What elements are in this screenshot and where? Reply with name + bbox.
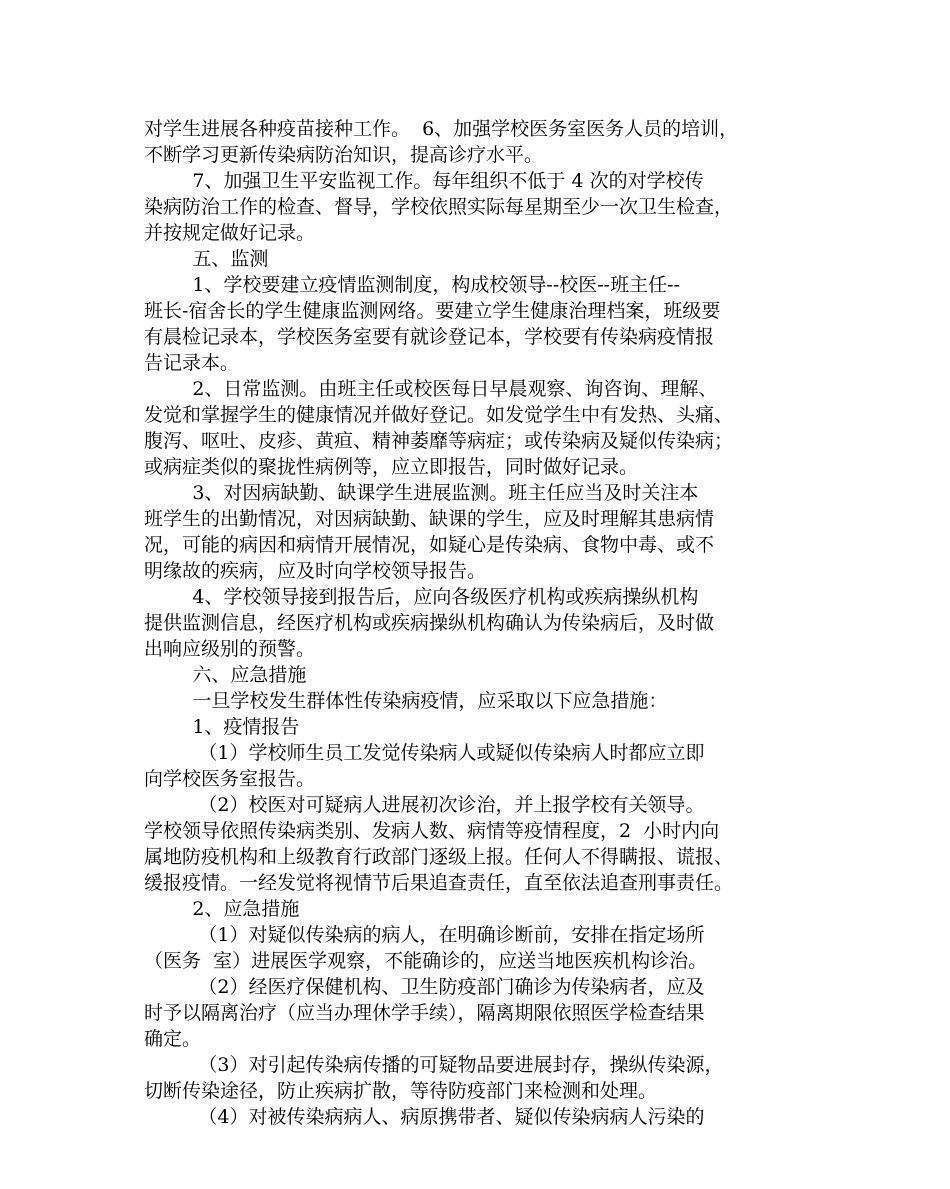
section-heading: 五、监测 (144, 248, 269, 270)
text-line: 确定。 (144, 1028, 202, 1050)
subsection-heading: 1、疫情报告 (144, 716, 300, 738)
text-line: 4、学校领导接到报告后，应向各级医疗机构或疾病操纵机构 (144, 586, 699, 608)
text-line: （1）对疑似传染病的病人，在明确诊断前，安排在指定场所 (144, 924, 705, 946)
text-line: （1）学校师生员工发觉传染病人或疑似传染病人时都应立即 (144, 742, 705, 764)
text-line: 染病防治工作的检查、督导，学校依照实际每星期至少一次卫生检查， (144, 196, 734, 218)
text-line: 告记录本。 (144, 352, 240, 374)
section-heading: 六、应急措施 (144, 664, 307, 686)
text-line: 7、加强卫生平安监视工作。每年组织不低于 4 次的对学校传 (144, 170, 704, 192)
text-line: 况，可能的病因和病情开展情况，如疑心是传染病、食物中毒、或不 (144, 534, 715, 556)
text-line: 提供监测信息，经医疗机构或疾病操纵机构确认为传染病后，及时做 (144, 612, 715, 634)
text-line: （医务 室）进展医学观察，不能确诊的，应送当地医疾机构诊治。 (144, 950, 708, 972)
text-line: 1、学校要建立疫情监测制度，构成校领导--校医--班主任-- (144, 274, 680, 296)
text-line: （2）校医对可疑病人进展初次诊治，并上报学校有关领导。 (144, 794, 705, 816)
text-line: 属地防疫机构和上级教育行政部门逐级上报。任何人不得瞒报、谎报、 (144, 846, 734, 868)
text-line: 不断学习更新传染病防治知识，提高诊疗水平。 (144, 144, 544, 166)
document-page (144, 116, 804, 1130)
text-line: 有晨检记录本，学校医务室要有就诊登记本，学校要有传染病疫情报 (144, 326, 715, 348)
text-line: （2）经医疗保健机构、卫生防疫部门确诊为传染病者，应及 (144, 976, 705, 998)
text-line: 腹泻、呕吐、皮疹、黄疸、精神萎靡等病症；或传染病及疑似传染病； (144, 430, 734, 452)
text-line: 或病症类似的聚拢性病例等，应立即报告，同时做好记录。 (144, 456, 639, 478)
text-line: 对学生进展各种疫苗接种工作。 6、加强学校医务室医务人员的培训， (144, 118, 739, 140)
text-line: （3）对引起传染病传播的可疑物品要进展封存，操纵传染源， (144, 1054, 724, 1076)
text-line: （4）对被传染病病人、病原携带者、疑似传染病病人污染的 (144, 1106, 705, 1128)
text-line: 发觉和掌握学生的健康情况并做好登记。如发觉学生中有发热、头痛、 (144, 404, 734, 426)
text-line: 一旦学校发生群体性传染病疫情，应采取以下应急措施： (144, 690, 668, 712)
text-line: 出响应级别的预警。 (144, 638, 316, 660)
text-line: 明缘故的疾病，应及时向学校领导报告。 (144, 560, 487, 582)
text-line: 班学生的出勤情况，对因病缺勤、缺课的学生，应及时理解其患病情 (144, 508, 715, 530)
text-line: 3、对因病缺勤、缺课学生进展监测。班主任应当及时关注本 (144, 482, 699, 504)
text-line: 切断传染途径，防止疾病扩散，等待防疫部门来检测和处理。 (144, 1080, 658, 1102)
text-line: 缓报疫情。一经发觉将视情节后果追查责任，直至依法追查刑事责任。 (144, 872, 734, 894)
subsection-heading: 2、应急措施 (144, 898, 300, 920)
text-line: 学校领导依照传染病类别、发病人数、病情等疫情程度，2 小时内向 (144, 820, 720, 842)
text-line: 并按规定做好记录。 (144, 222, 316, 244)
text-line: 向学校医务室报告。 (144, 768, 316, 790)
text-line: 2、日常监测。由班主任或校医每日早晨观察、询咨询、理解、 (144, 378, 718, 400)
text-line: 时予以隔离治疗（应当办理休学手续），隔离期限依照医学检查结果 (144, 1002, 705, 1024)
text-line: 班长-宿舍长的学生健康监测网络。要建立学生健康治理档案，班级要 (144, 300, 721, 322)
